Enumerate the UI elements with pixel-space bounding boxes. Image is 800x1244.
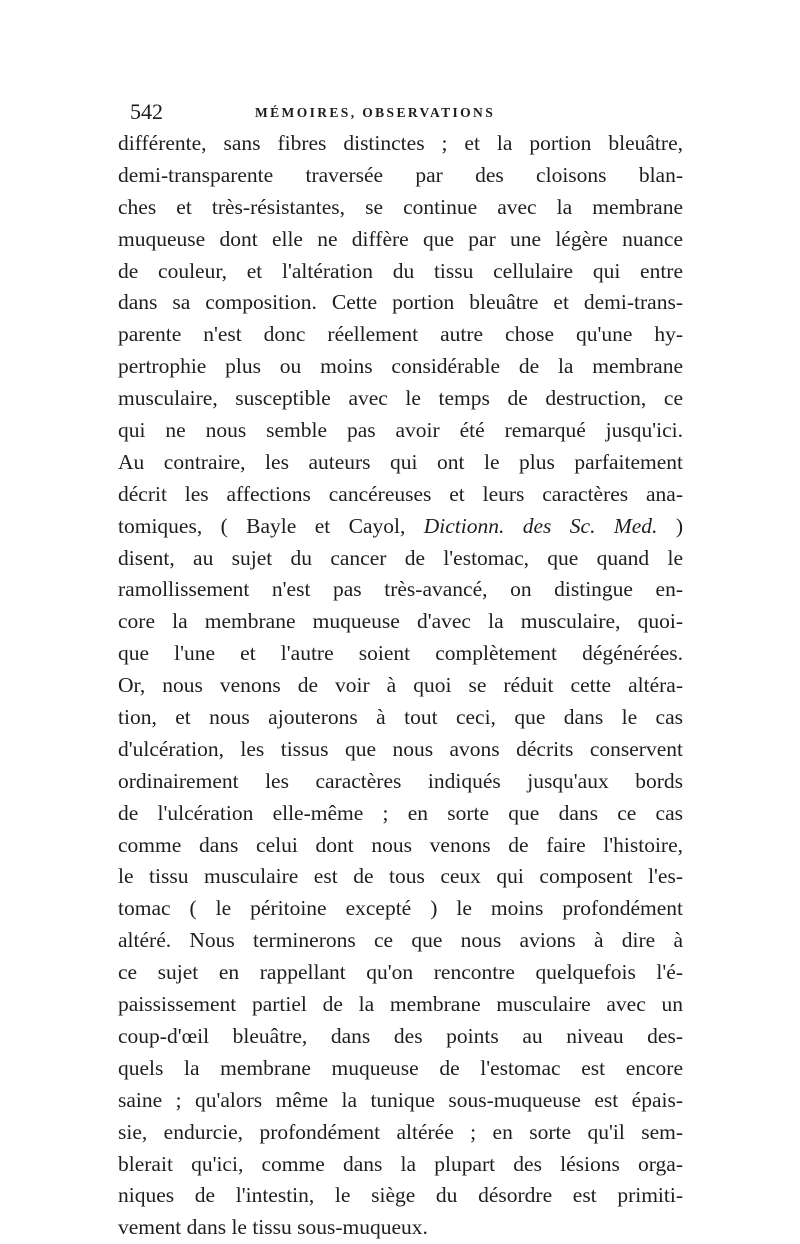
text-line: quels la membrane muqueuse de l'estomac est encore [118, 1055, 683, 1080]
text-line: décrit les affections cancéreuses et leurs caractères ana- [118, 481, 683, 506]
text-line: tomac ( le péritoine excepté ) le moins profondément [118, 896, 683, 921]
text-line: niques de l'intestin, le siège du désordre est primiti- [118, 1183, 683, 1208]
text-line: ordinairement les caractères indiqués jusqu'aux bords [118, 768, 683, 793]
text-line: qui ne nous semble pas avoir été remarqué jusqu'ici. [118, 418, 683, 443]
body-text [118, 128, 683, 1244]
text-line: dans sa composition. Cette portion bleuâtre et demi-trans- [118, 290, 683, 315]
text-line: altéré. Nous terminerons ce que nous avions à dire à [118, 928, 683, 953]
text-line: muqueuse dont elle ne diffère que par une légère nuance [118, 226, 683, 251]
text-line: d'ulcération, les tissus que nous avons décrits conservent [118, 736, 683, 761]
text-line: paississement partiel de la membrane musculaire avec un [118, 992, 683, 1017]
text-line: parente n'est donc réellement autre chose qu'une hy- [118, 322, 683, 347]
text-line: vement dans le tissu sous-muqueux. [118, 1215, 428, 1240]
text-line: sie, endurcie, profondément altérée ; en sorte qu'il sem- [118, 1119, 683, 1144]
text-line: saine ; qu'alors même la tunique sous-muqueuse est épais- [118, 1087, 683, 1112]
text-line: le tissu musculaire est de tous ceux qui composent l'es- [118, 864, 683, 889]
text-line: core la membrane muqueuse d'avec la musculaire, quoi- [118, 609, 683, 634]
text-line: de l'ulcération elle-même ; en sorte que dans ce cas [118, 800, 683, 825]
text-line: coup-d'œil bleuâtre, dans des points au niveau des- [118, 1023, 683, 1048]
text-line: demi-transparente traversée par des cloisons blan- [118, 162, 683, 187]
text-line: Or, nous venons de voir à quoi se réduit cette altéra- [118, 673, 683, 698]
text-line: musculaire, susceptible avec le temps de destruction, ce [118, 386, 683, 411]
text-line: ches et très-résistantes, se continue avec la membrane [118, 194, 683, 219]
text-line: blerait qu'ici, comme dans la plupart des lésions orga- [118, 1151, 683, 1176]
reference-title: Dictionn. des Sc. Med. [423, 513, 658, 538]
page-number: 542 [130, 99, 163, 124]
text-line: ramollissement n'est pas très-avancé, on distingue en- [118, 577, 683, 602]
text-line: tomiques, ( Bayle et Cayol, Dictionn. des Sc. Med. ) [118, 513, 683, 538]
running-head [130, 100, 680, 124]
text-line: différente, sans fibres distinctes ; et la portion bleuâtre, [118, 131, 683, 155]
text-line: comme dans celui dont nous venons de faire l'histoire, [118, 832, 683, 857]
text-line: de couleur, et l'altération du tissu cellulaire qui entre [118, 258, 683, 283]
text-line: disent, au sujet du cancer de l'estomac, que quand le [118, 545, 683, 570]
text-line: que l'une et l'autre soient complètement dégénérées. [118, 641, 683, 666]
text-line: Au contraire, les auteurs qui ont le plus parfaitement [118, 449, 683, 474]
running-title: MÉMOIRES, OBSERVATIONS [255, 105, 496, 120]
text-line: ce sujet en rappellant qu'on rencontre quelquefois l'é- [118, 960, 683, 985]
text-line: pertrophie plus ou moins considérable de la membrane [118, 354, 683, 379]
text-line: tion, et nous ajouterons à tout ceci, que dans le cas [118, 705, 683, 730]
